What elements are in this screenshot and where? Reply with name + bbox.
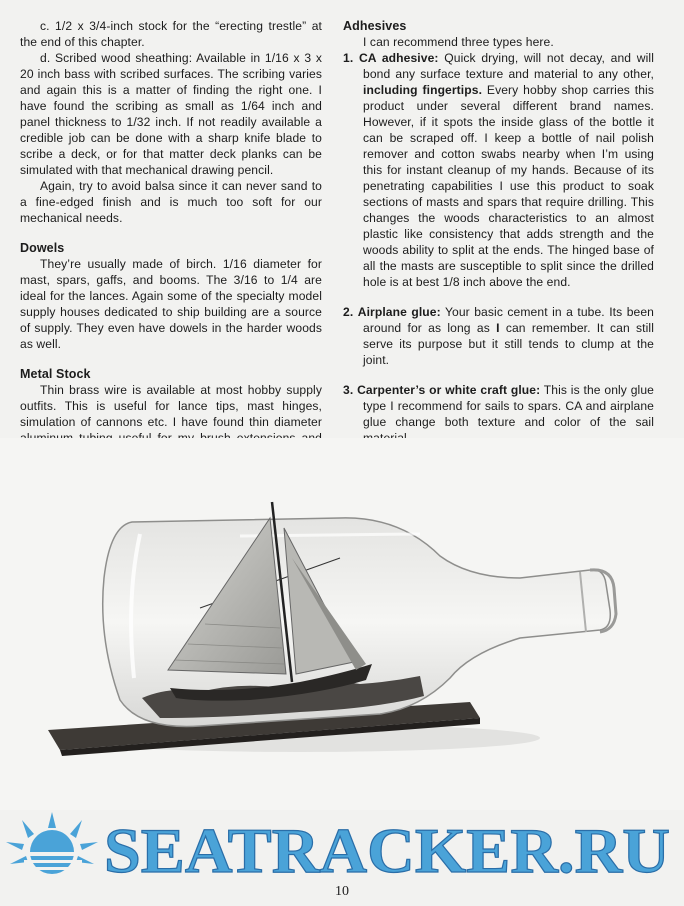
metal-stock-heading: Metal Stock (20, 367, 91, 381)
balsa-note: Again, try to avoid balsa since it can never sand to a fine-edged finish and is much too soft for our mechanical needs. (20, 179, 322, 225)
adhesives-intro: I can recommend three types here. (363, 35, 554, 49)
adhesive-item-airplane (343, 304, 654, 368)
item-text-cont: can remember. It can still serve its purpose but it still tends to clump at the joint. (363, 321, 654, 367)
item-emphasis: including fingertips. (363, 83, 483, 97)
page-number: 10 (335, 884, 349, 899)
dowels-text: They’re usually made of birch. 1/16 diameter for mast, spars, gaffs, and booms. The 3/16 to 1/4 are ideal for the lances. Again some of the specialty model supply houses dedicated to ship building are a source of supply. They even have dowels in the harder woods as well. (20, 257, 322, 351)
left-column (20, 18, 322, 462)
item-term: CA adhesive: (358, 51, 439, 65)
seatracker-watermark (0, 808, 684, 884)
item-emphasis: I (496, 321, 500, 335)
item-c: c. 1/2 x 3/4-inch stock for the “erecting trestle” at the end of this chapter. (20, 19, 322, 49)
item-text-cont: Every hobby shop carries this product under several different brand names. However, if it spots the inside glass of the bottle it can be scraped off. I keep a bottle of nail polish remover and cotton swabs nearby when I’m using this for instant cleanup of my hands. Because of its penetrating capabilities I use this product to soak sections of masts and spars that require drilling. This changes the woods characteristics to an almost plastic like consistency that adds strength and the woods ability to split at the ends. The hinged base of all the masts are susceptible to split since the drilled hole is at best 1/8 inch above the end. (363, 83, 654, 289)
item-number: 3. (343, 383, 354, 397)
sun-over-sea-logo (6, 812, 98, 874)
ship-in-bottle-photo (0, 438, 684, 810)
item-d: d. Scribed wood sheathing: Available in 1/16 x 3 x 20 inch bass with scribed surfaces. The scribing varies and again this is a matter of finding the right one. I have found the scribing as small as 1/64 inch and panel thickness to 1/32 inch. If not readily available a credible job can be done with a sharp knife blade to scribe a deck, or for that matter deck planks can be simulated with that mechanical drawing pencil. (20, 51, 322, 177)
adhesive-item-ca (343, 50, 654, 290)
adhesive-item-white-glue (343, 382, 654, 446)
item-text: Your basic cement in a tube. Its been around for as long as (363, 305, 654, 335)
item-term: Carpenter’s or white craft glue: (357, 383, 541, 397)
right-column (343, 18, 654, 446)
dowels-heading: Dowels (20, 241, 65, 255)
ship-in-bottle-illustration (0, 438, 684, 810)
item-number: 1. (343, 51, 354, 65)
metal-stock-text: Thin brass wire is available at most hobby supply outfits. This is useful for lance tips, mast hinges, simulation of cannons etc. I have found thin diameter (20, 383, 322, 429)
item-number: 2. (343, 305, 354, 319)
watermark-graphic (0, 808, 684, 884)
watermark-text: SEATRACKER.RU (104, 815, 670, 884)
adhesives-heading: Adhesives (343, 19, 407, 33)
item-text: Quick drying, will not decay, and will bond any surface texture and material to any other, (363, 51, 654, 81)
item-text: This is the only glue type I recommend for sails to spars. CA and airplane glue change both texture and color of the sail (363, 383, 654, 429)
item-term: Airplane glue: (357, 305, 441, 319)
